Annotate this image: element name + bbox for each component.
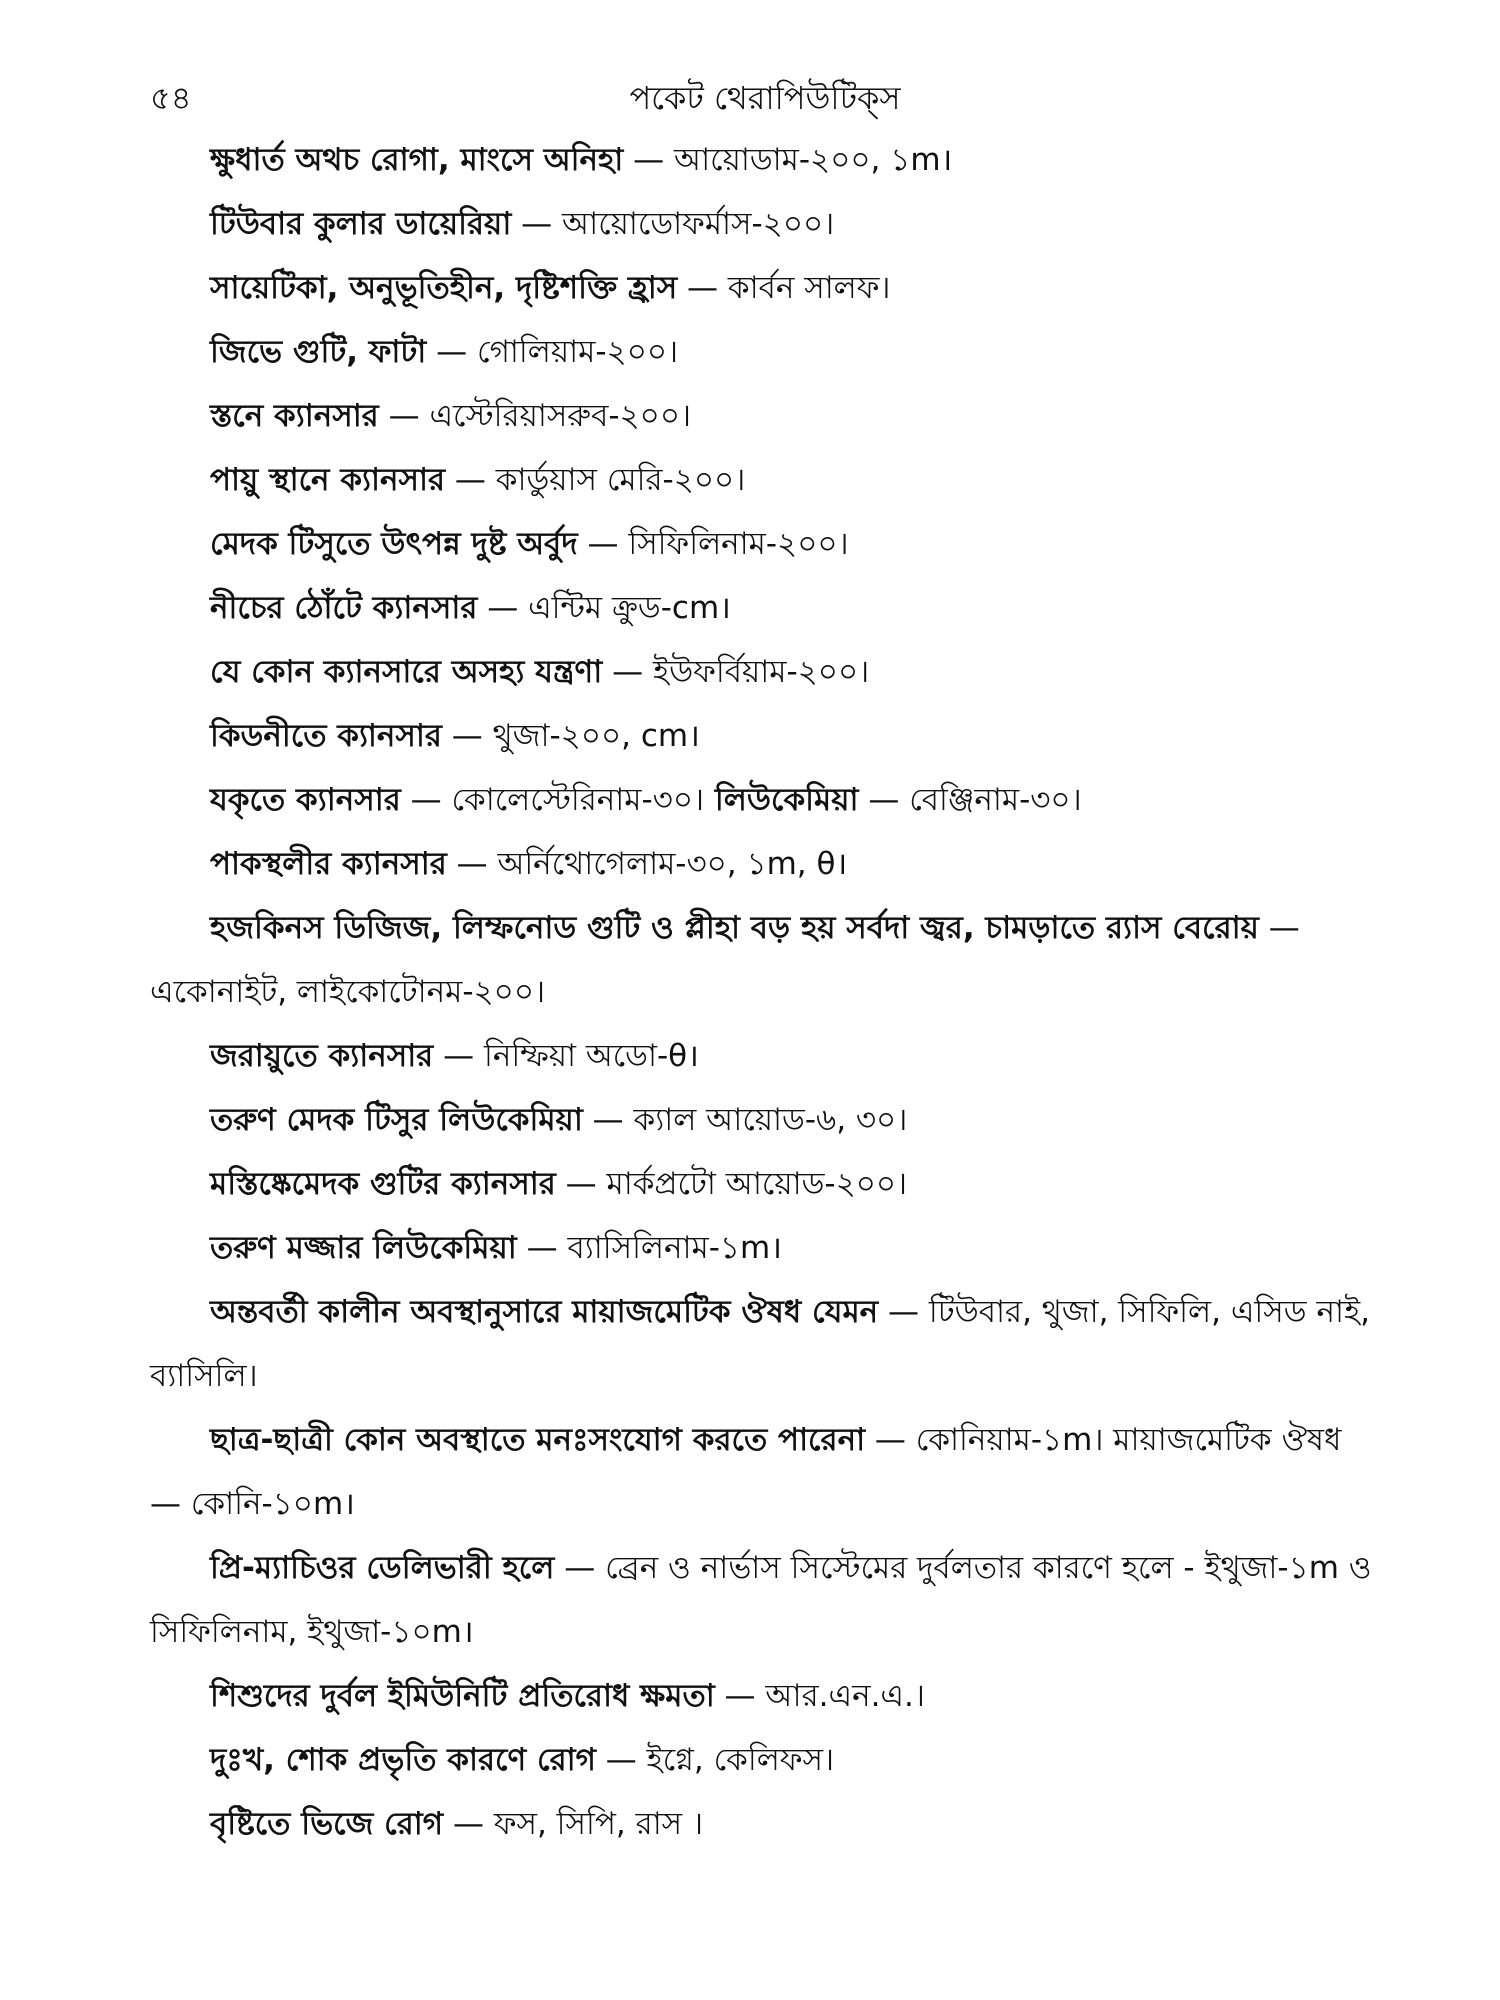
remedy-text: গোলিয়াম-২০০। bbox=[477, 334, 679, 370]
symptom-text: পাকস্থলীর ক্যানসার bbox=[210, 846, 447, 882]
symptom-text: বৃষ্টিতে ভিজে রোগ bbox=[210, 1806, 444, 1842]
dash-separator: — bbox=[1258, 910, 1300, 946]
dash-separator: — bbox=[595, 1742, 647, 1778]
remedy-entry bbox=[150, 1152, 1380, 1216]
remedy-entry bbox=[150, 832, 1380, 896]
dash-separator: — bbox=[433, 1038, 484, 1074]
remedy-entry bbox=[150, 128, 1380, 192]
remedy-entry bbox=[150, 704, 1380, 768]
remedy-text: এন্টিম ক্রুড-cm। bbox=[528, 590, 731, 626]
remedy-entry bbox=[150, 384, 1380, 448]
remedy-text: ইগ্নে, কেলিফস। bbox=[646, 1742, 835, 1778]
symptom-text: কিডনীতে ক্যানসার bbox=[210, 718, 442, 754]
dash-separator: — bbox=[511, 206, 563, 242]
dash-separator: — bbox=[623, 142, 674, 178]
dash-separator: — bbox=[426, 334, 478, 370]
remedy-text: ফস, সিপি, রাস । bbox=[493, 1806, 704, 1842]
symptom-text: তরুণ মেদক টিসুর লিউকেমিয়া bbox=[210, 1102, 583, 1138]
page-header bbox=[150, 66, 1380, 130]
dash-separator: — bbox=[446, 846, 498, 882]
remedy-text: আয়োডোফর্মাস-২০০। bbox=[562, 206, 835, 242]
symptom-text: শিশুদের দুর্বল ইমিউনিটি প্রতিরোধ ক্ষমতা bbox=[210, 1678, 715, 1714]
dash-separator: — bbox=[516, 1230, 568, 1266]
remedy-list bbox=[150, 128, 1380, 1856]
dash-separator: — bbox=[445, 462, 496, 498]
remedy-entry bbox=[150, 1536, 1380, 1664]
remedy-entry bbox=[150, 512, 1380, 576]
remedy-text: বেঞ্জিনাম-৩০। bbox=[909, 782, 1082, 818]
remedy-entry bbox=[150, 576, 1380, 640]
remedy-text: ব্রেন ও নার্ভাস সিস্টেমের দুর্বলতার কারণে হলে - ইথুজা-১m ও সিফিলিনাম, ইথুজা-১০m। bbox=[150, 1550, 1372, 1650]
symptom-text: যকৃতে ক্যানসার bbox=[210, 782, 401, 818]
remedy-text: ক্যাল আয়োড-৬, ৩০। bbox=[633, 1102, 908, 1138]
symptom-text: যে কোন ক্যানসারে অসহ্য যন্ত্রণা bbox=[210, 654, 603, 690]
remedy-text: আর.এন.এ.। bbox=[765, 1678, 925, 1714]
remedy-text: কার্ডুয়াস মেরি-২০০। bbox=[495, 462, 746, 498]
dash-separator: — bbox=[582, 1102, 634, 1138]
remedy-entry bbox=[150, 448, 1380, 512]
remedy-entry bbox=[150, 1280, 1380, 1408]
remedy-text: ব্যাসিলিনাম-১m। bbox=[567, 1230, 782, 1266]
symptom-text: স্তনে ক্যানসার bbox=[210, 398, 379, 434]
remedy-text: থুজা-২০০, cm। bbox=[492, 718, 700, 754]
symptom-text: হজকিনস ডিজিজ, লিম্ফনোড গুটি ও প্লীহা বড় হয় সর্বদা জ্বর, চামড়াতে র‍্যাস বেরোয় bbox=[210, 910, 1259, 946]
symptom-text: মেদক টিসুতে উৎপন্ন দুষ্ট অর্বুদ bbox=[210, 526, 578, 562]
dash-separator: — bbox=[477, 590, 529, 626]
remedy-text: কার্বন সালফ। bbox=[727, 270, 891, 306]
page-number: ৫৪ bbox=[150, 79, 192, 117]
dash-separator: — bbox=[714, 1678, 766, 1714]
dash-separator: — bbox=[858, 782, 910, 818]
remedy-entry bbox=[150, 1216, 1380, 1280]
remedy-text: কোলেস্টেরিনাম-৩০। bbox=[451, 782, 705, 818]
remedy-entry bbox=[150, 1664, 1380, 1728]
dash-separator: — bbox=[443, 1806, 494, 1842]
remedy-text: সিফিলিনাম-২০০। bbox=[628, 526, 849, 562]
dash-separator: — bbox=[378, 398, 430, 434]
dash-separator: — bbox=[577, 526, 629, 562]
symptom-text: মস্তিষ্কেমেদক গুটির ক্যানসার bbox=[210, 1166, 556, 1202]
remedy-entry bbox=[150, 1792, 1380, 1856]
remedy-text: টিউবার, থুজা, সিফিলি, এসিড নাই, ব্যাসিলি। bbox=[150, 1294, 1370, 1394]
symptom-text: অন্তবর্তী কালীন অবস্থানুসারে মায়াজমেটিক ঔষধ যেমন bbox=[210, 1294, 879, 1330]
remedy-entry bbox=[150, 256, 1380, 320]
remedy-text: নিম্ফিয়া অডো-θ। bbox=[483, 1038, 699, 1074]
remedy-entry bbox=[150, 896, 1380, 1024]
remedy-text: অর্নিথোগেলাম-৩০, ১m, θ। bbox=[497, 846, 848, 882]
remedy-entry bbox=[150, 640, 1380, 704]
symptom-text: ছাত্র-ছাত্রী কোন অবস্থাতে মনঃসংযোগ করতে পারেনা bbox=[210, 1422, 866, 1458]
remedy-text: কোনিয়াম-১m। মায়াজমেটিক ঔষধ — কোনি-১০m। bbox=[150, 1422, 1342, 1522]
symptom-text: সায়েটিকা, অনুভূতিহীন, দৃষ্টিশক্তি হ্রাস bbox=[210, 270, 678, 306]
remedy-text: ইউফর্বিয়াম-২০০। bbox=[652, 654, 870, 690]
remedy-text: একোনাইট, লাইকোটোনম-২০০। bbox=[150, 974, 546, 1010]
dash-separator: — bbox=[555, 1166, 607, 1202]
symptom-text: তরুণ মজ্জার লিউকেমিয়া bbox=[210, 1230, 517, 1266]
remedy-entry bbox=[150, 1408, 1380, 1536]
symptom-text: জরায়ুতে ক্যানসার bbox=[210, 1038, 434, 1074]
dash-separator: — bbox=[602, 654, 653, 690]
symptom-text: লিউকেমিয়া bbox=[704, 782, 859, 818]
dash-separator: — bbox=[400, 782, 452, 818]
remedy-text: মার্কপ্রটো আয়োড-২০০। bbox=[606, 1166, 908, 1202]
remedy-entry bbox=[150, 1088, 1380, 1152]
dash-separator: — bbox=[677, 270, 728, 306]
dash-separator: — bbox=[554, 1550, 606, 1586]
remedy-entry bbox=[150, 768, 1380, 832]
symptom-text: টিউবার কুলার ডায়েরিয়া bbox=[210, 206, 512, 242]
symptom-text: নীচের ঠোঁটে ক্যানসার bbox=[210, 590, 478, 626]
symptom-text: প্রি-ম্যাচিওর ডেলিভারী হলে bbox=[210, 1550, 555, 1586]
remedy-text: এস্টেরিয়াসরুব-২০০। bbox=[429, 398, 692, 434]
remedy-entry bbox=[150, 192, 1380, 256]
dash-separator: — bbox=[441, 718, 493, 754]
symptom-text: জিভে গুটি, ফাটা bbox=[210, 334, 427, 370]
symptom-text: পায়ু স্থানে ক্যানসার bbox=[210, 462, 446, 498]
dash-separator: — bbox=[878, 1294, 929, 1330]
remedy-entry bbox=[150, 1024, 1380, 1088]
dash-separator: — bbox=[865, 1422, 916, 1458]
symptom-text: ক্ষুধার্ত অথচ রোগা, মাংসে অনিহা bbox=[210, 142, 624, 178]
remedy-entry bbox=[150, 1728, 1380, 1792]
symptom-text: দুঃখ, শোক প্রভৃতি কারণে রোগ bbox=[210, 1742, 596, 1778]
remedy-entry bbox=[150, 320, 1380, 384]
running-title: পকেট থেরাপিউটিক্‌স bbox=[629, 79, 901, 117]
remedy-text: আয়োডাম-২০০, ১m। bbox=[673, 142, 953, 178]
